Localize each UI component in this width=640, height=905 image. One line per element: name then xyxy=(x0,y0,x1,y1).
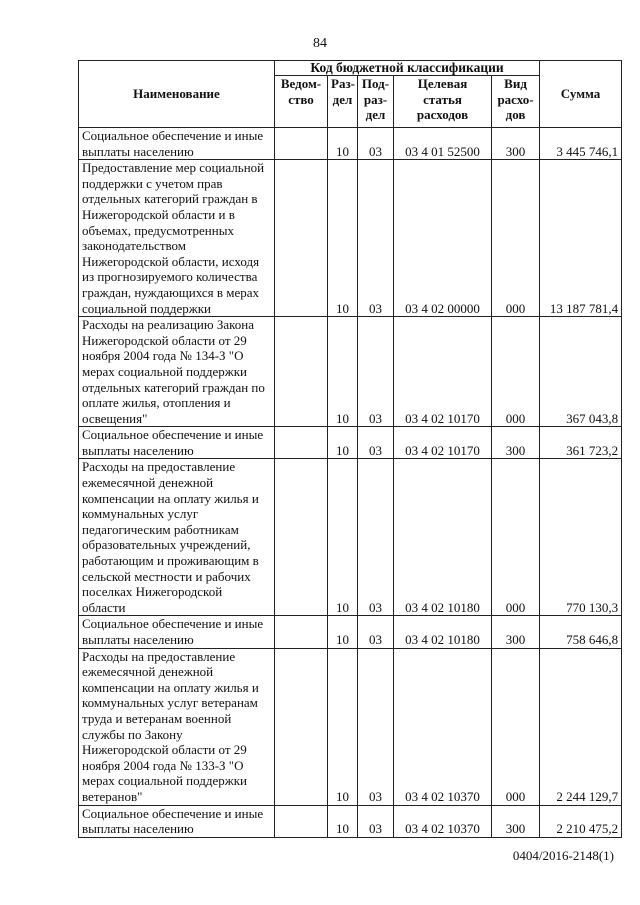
header-budget-classification: Код бюджетной классификации xyxy=(275,61,540,76)
cell-celevaya-statya: 03 4 01 52500 xyxy=(394,128,492,160)
cell-vedomstvo xyxy=(275,317,328,427)
cell-celevaya-statya: 03 4 02 00000 xyxy=(394,160,492,317)
cell-name: Социальное обеспечение и иные выплаты населению xyxy=(79,616,275,648)
cell-podrazdel: 03 xyxy=(358,805,394,837)
cell-vedomstvo xyxy=(275,805,328,837)
cell-summa: 770 130,3 xyxy=(540,459,622,616)
cell-podrazdel: 03 xyxy=(358,459,394,616)
cell-razdel: 10 xyxy=(328,805,358,837)
cell-summa: 758 646,8 xyxy=(540,616,622,648)
cell-vid-rashodov: 000 xyxy=(492,317,540,427)
cell-name: Расходы на предоставление ежемесячной денежной компенсации на оплату жилья и коммунальных услуг ветеранам труда и ветеранам военной службы по Закону Нижегородской области от 29 ноября 2004 года № 133-З "О мерах социальной поддержки ветеранов" xyxy=(79,648,275,805)
cell-razdel: 10 xyxy=(328,317,358,427)
cell-vedomstvo xyxy=(275,427,328,459)
cell-podrazdel: 03 xyxy=(358,128,394,160)
cell-name: Социальное обеспечение и иные выплаты населению xyxy=(79,128,275,160)
cell-celevaya-statya: 03 4 02 10180 xyxy=(394,459,492,616)
cell-celevaya-statya: 03 4 02 10170 xyxy=(394,427,492,459)
table-row xyxy=(79,317,622,427)
cell-celevaya-statya: 03 4 02 10370 xyxy=(394,648,492,805)
cell-vid-rashodov: 000 xyxy=(492,648,540,805)
table-row xyxy=(79,616,622,648)
cell-vedomstvo xyxy=(275,459,328,616)
cell-vedomstvo xyxy=(275,160,328,317)
header-celevaya-statya: Целевая статья расходов xyxy=(394,76,492,128)
cell-podrazdel: 03 xyxy=(358,616,394,648)
cell-vid-rashodov: 300 xyxy=(492,616,540,648)
cell-vedomstvo xyxy=(275,616,328,648)
cell-summa: 13 187 781,4 xyxy=(540,160,622,317)
page-number: 84 xyxy=(313,36,327,51)
cell-celevaya-statya: 03 4 02 10370 xyxy=(394,805,492,837)
table-row xyxy=(79,160,622,317)
cell-podrazdel: 03 xyxy=(358,648,394,805)
header-sum: Сумма xyxy=(540,61,622,128)
cell-razdel: 10 xyxy=(328,616,358,648)
cell-name: Социальное обеспечение и иные выплаты населению xyxy=(79,805,275,837)
cell-vid-rashodov: 300 xyxy=(492,128,540,160)
cell-vid-rashodov: 000 xyxy=(492,459,540,616)
cell-name: Социальное обеспечение и иные выплаты населению xyxy=(79,427,275,459)
header-podrazdel: Под- раз- дел xyxy=(358,76,394,128)
table-row xyxy=(79,648,622,805)
cell-vid-rashodov: 300 xyxy=(492,805,540,837)
cell-vid-rashodov: 000 xyxy=(492,160,540,317)
cell-podrazdel: 03 xyxy=(358,427,394,459)
cell-razdel: 10 xyxy=(328,648,358,805)
table-row xyxy=(79,128,622,160)
cell-name: Предоставление мер социальной поддержки с учетом прав отдельных категорий граждан в Нижегородской области и в объемах, предусмотренных законодательством Нижегородской области, исходя из прогнозируемого количества граждан, нуждающихся в мерах социальной поддержки xyxy=(79,160,275,317)
cell-celevaya-statya: 03 4 02 10170 xyxy=(394,317,492,427)
cell-razdel: 10 xyxy=(328,160,358,317)
header-razdel: Раз- дел xyxy=(328,76,358,128)
table-row xyxy=(79,427,622,459)
cell-summa: 2 244 129,7 xyxy=(540,648,622,805)
cell-razdel: 10 xyxy=(328,459,358,616)
cell-podrazdel: 03 xyxy=(358,160,394,317)
table-row xyxy=(79,459,622,616)
cell-podrazdel: 03 xyxy=(358,317,394,427)
cell-celevaya-statya: 03 4 02 10180 xyxy=(394,616,492,648)
header-vid-rashodov: Вид расхо- дов xyxy=(492,76,540,128)
cell-vedomstvo xyxy=(275,648,328,805)
header-row-top xyxy=(79,61,622,76)
budget-table xyxy=(78,60,622,838)
header-name: Наименование xyxy=(79,61,275,128)
cell-name: Расходы на предоставление ежемесячной денежной компенсации на оплату жилья и коммунальных услуг педагогическим работникам образовательных учреждений, работающим и проживающим в сельской местности и рабочих поселках Нижегородской области xyxy=(79,459,275,616)
cell-razdel: 10 xyxy=(328,427,358,459)
cell-razdel: 10 xyxy=(328,128,358,160)
cell-vid-rashodov: 300 xyxy=(492,427,540,459)
cell-summa: 361 723,2 xyxy=(540,427,622,459)
cell-vedomstvo xyxy=(275,128,328,160)
table-row xyxy=(79,805,622,837)
header-vedomstvo: Ведом- ство xyxy=(275,76,328,128)
cell-summa: 2 210 475,2 xyxy=(540,805,622,837)
cell-summa: 367 043,8 xyxy=(540,317,622,427)
document-code: 0404/2016-2148(1) xyxy=(512,848,614,863)
cell-name: Расходы на реализацию Закона Нижегородской области от 29 ноября 2004 года № 134-З "О мерах социальной поддержки отдельных категорий граждан по оплате жилья, отопления и освещения" xyxy=(79,317,275,427)
cell-summa: 3 445 746,1 xyxy=(540,128,622,160)
